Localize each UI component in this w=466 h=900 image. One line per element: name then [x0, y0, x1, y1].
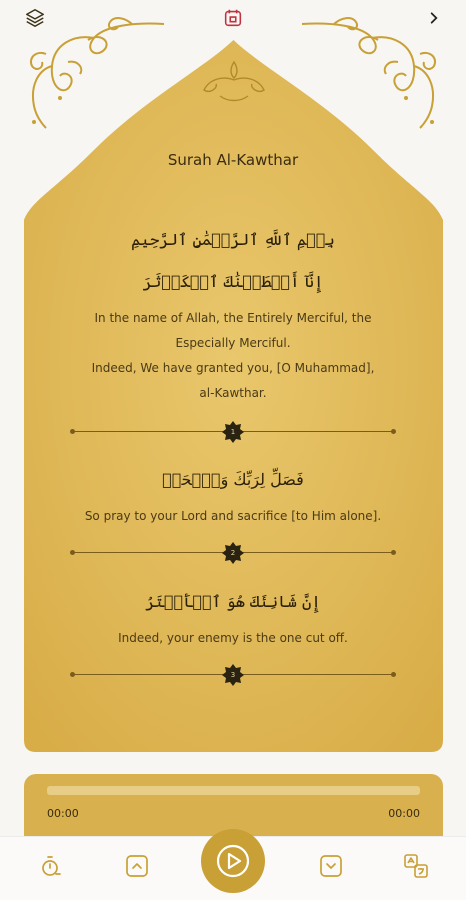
play-button[interactable] [201, 829, 265, 893]
total-time: 00:00 [388, 807, 420, 820]
verse-number-badge[interactable]: 3 [222, 664, 244, 686]
verse-1-translation: In the name of Allah, the Entirely Merciful, the Especially Merciful. Indeed, We have granted you, [O Muhammad], al-Kawthar. [91, 311, 375, 400]
verse-1-arabic: إِنَّآ أَعۡطَيۡنَٰكَ ٱلۡكَوۡثَرَ [142, 272, 324, 291]
verse-2-arabic: فَصَلِّ لِرَبِّكَ وَٱنۡحَرۡ [162, 470, 304, 489]
verse-2-translation: So pray to your Lord and sacrifice [to Him alone]. [84, 509, 382, 523]
bismillah-arabic: بِسۡمِ ٱللَّهِ ٱلرَّحۡمَٰنِ ٱلرَّحِيمِ [131, 230, 335, 249]
audio-progress-bar[interactable] [47, 786, 420, 795]
verse-number-badge[interactable]: 2 [222, 542, 244, 564]
calendar-icon[interactable] [221, 6, 245, 30]
surah-title: Surah Al-Kawthar [167, 151, 299, 169]
dome-ornament [200, 58, 268, 106]
verse-3-translation: Indeed, your enemy is the one cut off. [118, 631, 348, 645]
verse-number-badge[interactable]: 1 [222, 421, 244, 443]
previous-verse-button[interactable] [124, 853, 150, 879]
verse-divider [72, 665, 394, 685]
play-icon [215, 843, 251, 879]
verse-3-arabic: إِنَّ شَانِئَكَ هُوَ ٱلۡأَبۡتَرُ [145, 592, 321, 611]
timer-icon[interactable] [38, 853, 64, 879]
current-time: 00:00 [47, 807, 79, 820]
verse-divider [72, 543, 394, 563]
next-verse-button[interactable] [318, 853, 344, 879]
translate-icon[interactable] [403, 853, 429, 879]
verse-divider [72, 422, 394, 442]
